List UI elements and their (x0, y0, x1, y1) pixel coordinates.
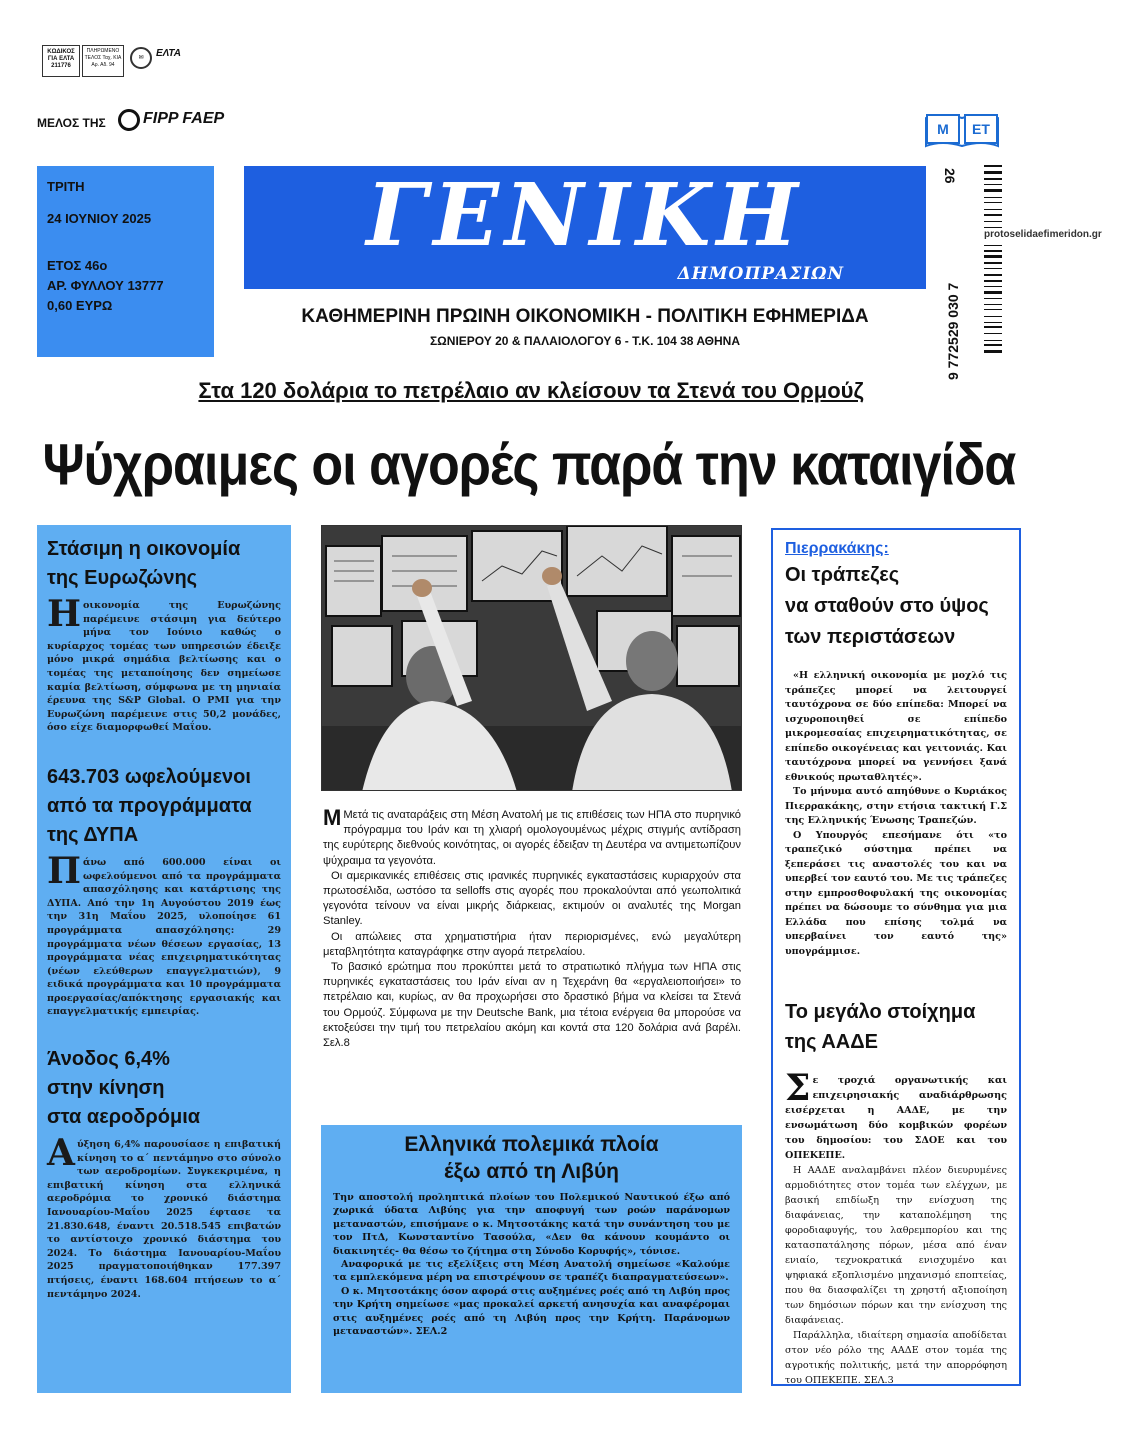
story-text: άνω από 600.000 είναι οι ωφελούμενοι από τα προγράμματα απασχόλησης και κατάρτισης της ΔΥΠΑ. Από την 1η Αυγούστου 2019 έως την 31η Μαΐου 2025, υλοποίησε 61 προγράμματα απασχόλησης: 29 προγράμματα νέων θέσεων εργασίας, 13 προγράμματα νέας επιχειρηματικότητας (νέων ελεύθερων επαγγελματιών), 9 ειδικά προγράμματα και 10 προγράμματα προεργασίας/απόκτησης εργασιακής και επαγγελματικής εμπειρίας. (47, 856, 281, 1018)
banks-paragraph: Το μήνυμα αυτό απηύθυνε ο Κυριάκος Πιερρακάκης, στην ετήσια τακτική Γ.Σ της Ελληνικής Ένωσης Τραπεζών. (785, 786, 1007, 826)
issue-number: ΑΡ. ΦΥΛΛΟΥ 13777 (47, 278, 164, 293)
story-airports-title-line: στην κίνηση (47, 1077, 165, 1100)
top-kicker[interactable]: Στα 120 δολάρια το πετρέλαιο αν κλείσουν τα Στενά του Ορμούζ (198, 378, 864, 403)
traders-photo[interactable] (321, 525, 742, 791)
libya-title-line: Ελληνικά πολεμικά πλοία (404, 1133, 659, 1156)
issue-day: ΤΡΙΤΗ (47, 179, 85, 194)
article-text: Μετά τις αναταράξεις στη Μέση Ανατολή με τις επιθέσεις των ΗΠΑ στο πυρηνικό πρόγραμμα του Ιράν και τη χλιαρή ομολογουμένως μέχρις στιγμής αντίδραση της ευρύτερης διεθνούς κοινότητας, οι αγορές έδειξαν τη Δευτέρα να αντιμετωπίζουν ψύχραιμα τα γεγονότα. (323, 809, 741, 867)
elta-code-text: ΚΩΔΙΚΟΣ ΓΙΑ ΕΛΤΑ 211776 (47, 49, 75, 69)
story-eurozone-title[interactable] (47, 535, 281, 593)
aade-paragraph: Παράλληλα, ιδιαίτερη σημασία αποδίδεται στον νέο ρόλο της ΑΑΔΕ στον τομέα της αγροτικής πολιτικής, μετά την απορρόφηση του ΟΠΕΚΕΠΕ. ΣΕΛ.3 (785, 1330, 1007, 1386)
libya-paragraph: Την αποστολή προληπτικά πλοίων του Πολεμικού Ναυτικού έξω από χωρικά ύδατα Λιβύης για την αποφυγή των ροών παράνομων μεταναστών, επισήμανε ο κ. Μητσοτάκης κατά την συνάντηση του με τον ΠτΔ, Κωνσταντίνο Τασούλα, «Δεν θα κάνουν κουμάντο οι διακινητές- θα θέσω το ζήτημα στη Σύνοδο Κορυφής», τόνισε. (333, 1192, 730, 1257)
right-column (771, 528, 1021, 1386)
elta-seal-icon: ✉ (130, 47, 152, 69)
banks-title-line: να σταθούν στο ύψος (785, 595, 989, 617)
paid-postage-text: ΠΛΗΡΩΜΕΝΟ ΤΕΛΟΣ Ταχ. ΚΙΑ Αρ. Αδ. 94 (84, 48, 122, 68)
watermark: protoselidaefimeridon.gr (984, 229, 1102, 240)
banks-paragraph: «Η ελληνική οικονομία με μοχλό τις τράπεζες μπορεί να λειτουργεί ταυτόχρονα σε δύο επίπεδα: Μπορεί να ισχυροποιηθεί σε επίπεδο μικρομεσαίας επιχειρηματικότητας, σε επίπεδο οικογένειας και γειτονιάς. Και ταυτόχρονα μπορεί να γεννήσει ξανά εθνικούς πρωταθλητές». (785, 670, 1007, 783)
issue-price: 0,60 ΕΥΡΩ (47, 298, 113, 313)
story-dypa-title-line: της ΔΥΠΑ (47, 823, 139, 846)
libya-box (321, 1125, 742, 1393)
fipp-ring-icon (118, 109, 140, 131)
aade-paragraph: Η ΑΑΔΕ αναλαμβάνει πλέον διευρυμένες αρμοδιότητες στον τομέα των ελέγχων, με βασική επιδίωξη την ενίσχυση της διαφάνειας, την καταπολέμηση της φοροδιαφυγής, του λαθρεμπορίου και της κατασπατάλησης πόρων, μέσα από έναν ενιαίο, τεχνοκρατικά ενισχυμένο και ψηφιακά εξοπλισμένο μηχανισμό εποπτείας, που θα διασφαλίζει τη χρηστή αξιοποίηση των δημόσιων πόρων και την ενίσχυση της διαφάνειας. (785, 1165, 1007, 1326)
issue-date: 24 ΙΟΥΝΙΟΥ 2025 (47, 211, 152, 226)
issue-info-box (37, 166, 214, 357)
story-airports-title-line: Άνοδος 6,4% (47, 1048, 170, 1071)
traders-image (322, 526, 742, 791)
dropcap: Η (47, 593, 82, 635)
aade-title[interactable] (785, 997, 1007, 1057)
article-paragraph: Οι απώλειες στα χρηματιστήρια ήταν περιορισμένες, ενώ μεγαλύτερη μεταβλητότητα καταγράφηκε στην αγορά πετρελαίου. (323, 930, 741, 958)
elta-code-box (42, 45, 80, 77)
dropcap: Α (47, 1132, 75, 1175)
fipp-faep-logo: FIPP FAEP (143, 110, 225, 127)
dropcap: Μ (323, 805, 342, 830)
article-paragraph: Το βασικό ερώτημα που προκύπτει μετά το στρατιωτικό πλήγμα των ΗΠΑ στις πυρηνικές εγκαταστάσεις του Ιράν είναι αν η Τεχεράνη θα «εργαλειοποιήσει» το πετρέλαιο και, κυρίως, αν θα προχωρήσει στο δραστικό βήμα να κλείσει τα Στενά του Ορμούζ. Σύμφωνα με την Deutsche Bank, μια τέτοια ενέργεια θα μπορούσε να εκτοξεύσει την τιμή του πετρελαίου ακόμη και κοντά στα 120 δολάρια ανά βαρέλι. Σελ.8 (323, 961, 741, 1050)
story-airports-body (47, 1132, 281, 1301)
member-label: ΜΕΛΟΣ ΤΗΣ (37, 116, 106, 130)
libya-paragraph: Αναφορικά με τις εξελίξεις στη Μέση Ανατολή σημείωσε «Καλούμε τα εμπλεκόμενα μέρη να επιστρέψουν σε τραπέζι διαπραγματεύσεων». (333, 1259, 730, 1284)
banks-paragraph: Ο Υπουργός επεσήμανε ότι «το τραπεζικό σύστημα πρέπει να ξεπεράσει τις αναστολές του και να υπερβεί τον εαυτό του. Με τις τράπεζες στην εμπροσθοφυλακή της οικονομίας πρέπει να δώσουμε το σύνθημα για μια Ελλάδα που επίσης τολμά να υπερβαίνει τον εαυτό της» υπογράμμισε. (785, 829, 1007, 957)
story-dypa-body (47, 849, 281, 1019)
article-paragraph (323, 805, 741, 869)
page-badge (922, 110, 1002, 148)
barcode-number: 9 772529 030 7 (945, 282, 961, 380)
masthead-tagline: ΚΑΘΗΜΕΡΙΝΗ ΠΡΩΙΝΗ ΟΙΚΟΝΟΜΙΚΗ - ΠΟΛΙΤΙΚΗ ΕΦΗΜΕΡΙΔΑ (301, 306, 869, 327)
banks-title[interactable] (785, 560, 1007, 653)
badge-left: Μ (926, 114, 960, 144)
left-column (37, 525, 291, 1393)
libya-title-line: έξω από τη Λιβύη (443, 1160, 619, 1183)
libya-title[interactable] (333, 1131, 730, 1185)
main-article-body (323, 805, 741, 1051)
aade-text: ε τροχιά οργανωτικής και επιχειρησιακής αναδιάρθρωσης εισέρχεται η ΑΑΔΕ, με την ενσωμάτωση δύο κομβικών φορέων του δημοσίου: του ΣΔΟΕ και του ΟΠΕΚΕΠΕ. (785, 1075, 1007, 1161)
barcode-issue: 26 (942, 168, 958, 184)
article-paragraph: Οι αμερικανικές επιθέσεις στις ιρανικές πυρηνικές εγκαταστάσεις κυριαρχούν στα πρωτοσέλιδα, ωστόσο τα selloffs στις αγορές που προκαλούνται από γεωπολιτικά γεγονότα τείνουν να είναι μικρής διάρκειας, εκτιμούν οι αναλυτές της Morgan Stanley. (323, 869, 741, 928)
masthead (244, 166, 926, 289)
banks-body (785, 669, 1007, 959)
dropcap: Π (47, 849, 81, 892)
main-headline[interactable]: Ψύχραιμες οι αγορές παρά την καταιγίδα (42, 433, 1016, 499)
story-dypa-title-line: 643.703 ωφελούμενοι (47, 765, 251, 788)
libya-paragraph: Ο κ. Μητσοτάκης όσον αφορά στις αυξημένες ροές από τη Λιβύη προς την Κρήτη σημείωσε «μας προκαλεί αρκετή ανησυχία και αναφέρομαι στις αυξημένες ροές από τη Λιβύη προς την Κρήτη. Παράνομων μεταναστών». ΣΕΛ.2 (333, 1285, 730, 1338)
elta-logo: ΕΛΤΑ (156, 48, 182, 59)
dropcap: Σ (785, 1067, 811, 1109)
story-dypa-title-line: από τα προγράμματα (47, 794, 252, 817)
masthead-title: ΓΕΝΙΚΗ (366, 165, 804, 266)
aade-paragraph (785, 1067, 1007, 1163)
aade-title-line: της ΑΑΔΕ (785, 1031, 878, 1053)
story-text: οικονομία της Ευρωζώνης παρέμεινε στάσιμη για δεύτερο μήνα τον Ιούνιο καθώς ο κυρίαρχος τομέας των υπηρεσιών έδειξε μόνο μικρά σημάδια βελτίωσης και ο τομέας της μεταποίησης δεν σημείωσε καμία βελτίωση, σύμφωνα με τη μηνιαία έρευνα της S&P Global. Ο PMI για την Ευρωζώνη παρέμεινε στις 50,2 μονάδες, όσο είχε διαμορφωθεί Μαΐου. (47, 600, 281, 734)
paid-postage-box (82, 45, 124, 77)
story-eurozone-body (47, 593, 281, 735)
issue-year: ΕΤΟΣ 46ο (47, 258, 108, 273)
story-eurozone-title-line: Στάσιμη η οικονομία (47, 538, 241, 560)
story-airports-title[interactable] (47, 1045, 281, 1132)
barcode-icon (962, 155, 1004, 385)
badge-right: ΕΤ (964, 114, 998, 144)
masthead-subtitle: ΔΗΜΟΠΡΑΣΙΩΝ (677, 264, 844, 284)
story-airports-title-line: στα αεροδρόμια (47, 1106, 201, 1129)
masthead-address: ΣΩΝΙΕΡΟΥ 20 & ΠΑΛΑΙΟΛΟΓΟΥ 6 - Τ.Κ. 104 38 ΑΘΗΝΑ (429, 334, 741, 348)
aade-title-line: Το μεγάλο στοίχημα (785, 1001, 976, 1023)
aade-body (785, 1067, 1007, 1388)
story-text: ύξηση 6,4% παρουσίασε η επιβατική κίνηση το α΄ πεντάμηνο στο σύνολο των αεροδρομίων. Συγκεκριμένα, η επιβατική κίνηση στα ελληνικά αεροδρόμια το χρονικό διάστημα Ιανουαρίου-Μαΐου 2025 έφτασε τα 21.830.648, έναντι 20.518.545 επιβατών το αντίστοιχο χρονικό διάστημα του 2024. Το διάστημα Ιανουαρίου-Μαΐου 2025 πραγματοποιήθηκαν 177.397 πτήσεις, έναντι 168.604 πτήσεων το α΄ πεντάμηνο 2024. (47, 1139, 281, 1300)
story-eurozone-title-line: της Ευρωζώνης (47, 567, 198, 589)
pierrakakis-kicker[interactable]: Πιερρακάκης: (785, 540, 889, 557)
banks-title-line: Οι τράπεζες (785, 564, 900, 586)
banks-title-line: των περιστάσεων (785, 626, 956, 648)
story-dypa-title[interactable] (47, 763, 281, 850)
libya-body (333, 1191, 730, 1338)
